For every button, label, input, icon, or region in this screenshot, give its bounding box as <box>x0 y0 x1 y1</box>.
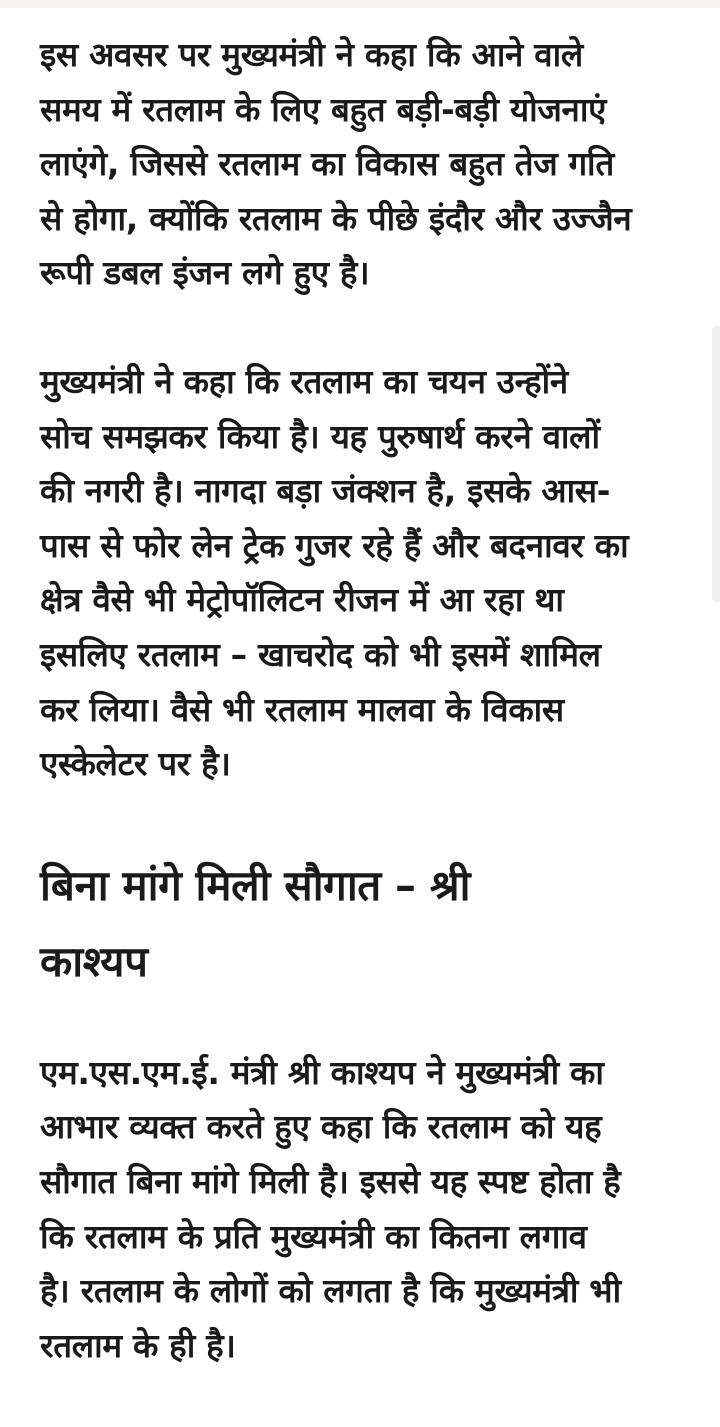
text-line: एम.एस.एम.ई. मंत्री श्री काश्यप ने मुख्यमंत्री का <box>40 1052 604 1092</box>
section-heading <box>40 848 690 1000</box>
paragraph-cm-statement <box>40 28 690 301</box>
text-line: समय में रतलाम के लिए बहुत बड़ी-बड़ी योजनाएं <box>40 89 607 129</box>
text-line: पास से फोर लेन ट्रेक गुजर रहे हैं और बदनावर का <box>40 525 629 565</box>
text-line: रूपी डबल इंजन लगे हुए है। <box>40 253 370 293</box>
text-line: रतलाम के ही है। <box>40 1325 236 1365</box>
text-line: मुख्यमंत्री ने कहा कि रतलाम का चयन उन्होंने <box>40 361 568 401</box>
text-line: क्षेत्र वैसे भी मेट्रोपॉलिटन रीजन में आ रहा था <box>40 580 564 620</box>
heading-line: बिना मांगे मिली सौगात – श्री <box>40 860 471 910</box>
text-line: लाएंगे, जिससे रतलाम का विकास बहुत तेज गति <box>40 144 615 184</box>
scrollbar[interactable] <box>712 326 720 602</box>
text-line: इसलिए रतलाम – खाचरोद को भी इसमें शामिल <box>40 634 601 674</box>
text-line: सौगात बिना मांगे मिली है। इससे यह स्पष्ट होता है <box>40 1161 621 1201</box>
text-line: इस अवसर पर मुख्यमंत्री ने कहा कि आने वाले <box>40 35 583 74</box>
text-line: से होगा, क्योंकि रतलाम के पीछे इंदौर और उज्जैन <box>40 198 632 238</box>
text-line: है। रतलाम के लोगों को लगता है कि मुख्यमंत्री भी <box>40 1271 621 1311</box>
text-line: एस्केलेटर पर है। <box>40 744 231 784</box>
text-line: कर लिया। वैसे भी रतलाम मालवा के विकास <box>40 689 564 729</box>
text-line: कि रतलाम के प्रति मुख्यमंत्री का कितना लगाव <box>40 1216 587 1256</box>
text-line: आभार व्यक्त करते हुए कहा कि रतलाम को यह <box>40 1107 602 1147</box>
top-edge-bar <box>0 0 720 8</box>
heading-line: काश्यप <box>40 936 148 986</box>
article-body <box>40 28 690 1373</box>
paragraph-ratlam-selection <box>40 355 690 792</box>
text-line: की नगरी है। नागदा बड़ा जंक्शन है, इसके आस- <box>40 471 611 511</box>
text-line: सोच समझकर किया है। यह पुरुषार्थ करने वालों <box>40 416 600 456</box>
paragraph-kashyap-statement <box>40 1046 690 1374</box>
